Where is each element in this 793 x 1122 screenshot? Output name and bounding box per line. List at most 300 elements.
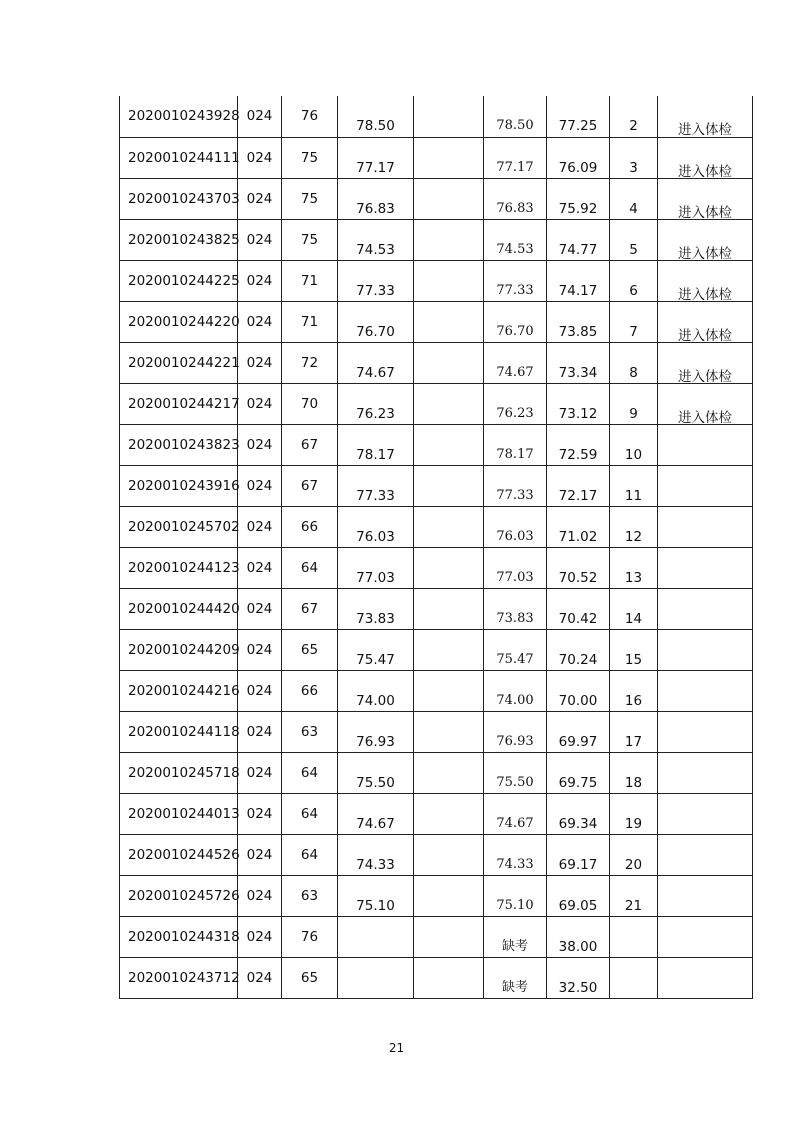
total-score-cell xyxy=(547,383,610,424)
table-row xyxy=(120,178,753,219)
written-score: 70 xyxy=(300,395,319,412)
candidate-id-cell xyxy=(120,219,238,260)
position-code: 024 xyxy=(246,108,273,124)
written-score-cell xyxy=(282,834,338,875)
candidate-id-cell xyxy=(120,629,238,670)
interview-score: 76.70 xyxy=(356,323,395,340)
interview-final-score: 76.93 xyxy=(496,733,534,749)
interview-final-score-cell xyxy=(484,834,547,875)
remark-cell xyxy=(658,957,753,998)
written-score: 75 xyxy=(300,149,319,166)
interview-score: 75.50 xyxy=(356,774,395,791)
position-code: 024 xyxy=(246,887,273,904)
candidate-id-cell xyxy=(120,547,238,588)
blank-cell-cell xyxy=(414,465,484,506)
interview-final-score: 77.33 xyxy=(496,487,534,503)
interview-final-score: 76.83 xyxy=(496,200,534,216)
total-score-cell xyxy=(547,465,610,506)
interview-final-score-cell xyxy=(484,342,547,383)
total-score: 72.17 xyxy=(558,487,598,504)
remark-cell xyxy=(658,96,753,137)
position-code-cell xyxy=(238,342,282,383)
remark-cell xyxy=(658,875,753,916)
total-score-cell xyxy=(547,301,610,342)
interview-score-cell xyxy=(338,465,414,506)
interview-final-score: 76.70 xyxy=(496,323,534,339)
rank-cell xyxy=(610,793,658,834)
written-score-cell xyxy=(282,301,338,342)
written-score-cell xyxy=(282,957,338,998)
interview-score-cell xyxy=(338,670,414,711)
table-body xyxy=(120,96,753,998)
table-row xyxy=(120,629,753,670)
total-score-cell xyxy=(547,137,610,178)
rank-cell xyxy=(610,342,658,383)
interview-score-cell xyxy=(338,383,414,424)
written-score: 71 xyxy=(300,272,319,289)
remark-cell xyxy=(658,301,753,342)
rank-cell xyxy=(610,875,658,916)
rank: 4 xyxy=(629,200,638,217)
position-code: 024 xyxy=(246,518,273,535)
interview-final-score: 74.67 xyxy=(496,364,534,380)
rank: 2 xyxy=(629,118,638,134)
interview-final-score-cell xyxy=(484,178,547,219)
total-score-cell xyxy=(547,219,610,260)
interview-final-score: 77.03 xyxy=(496,569,534,585)
remark-cell xyxy=(658,916,753,957)
remark-cell xyxy=(658,506,753,547)
position-code: 024 xyxy=(246,641,273,658)
written-score: 67 xyxy=(300,436,319,453)
remark-cell xyxy=(658,219,753,260)
interview-final-score-cell xyxy=(484,137,547,178)
blank-cell-cell xyxy=(414,916,484,957)
total-score-cell xyxy=(547,916,610,957)
candidate-id-cell xyxy=(120,875,238,916)
candidate-id-cell xyxy=(120,383,238,424)
table-row xyxy=(120,547,753,588)
written-score-cell xyxy=(282,547,338,588)
total-score: 76.09 xyxy=(558,159,598,176)
rank-cell xyxy=(610,424,658,465)
position-code: 024 xyxy=(246,969,273,986)
total-score-cell xyxy=(547,875,610,916)
position-code-cell xyxy=(238,383,282,424)
written-score-cell xyxy=(282,793,338,834)
table-row xyxy=(120,260,753,301)
written-score: 63 xyxy=(300,723,319,740)
written-score: 72 xyxy=(300,354,319,371)
remark-cell xyxy=(658,752,753,793)
interview-score: 74.67 xyxy=(356,364,395,381)
rank: 16 xyxy=(624,692,643,709)
table-row xyxy=(120,711,753,752)
candidate-id-cell xyxy=(120,96,238,137)
position-code: 024 xyxy=(246,313,273,330)
interview-final-score-cell xyxy=(484,219,547,260)
interview-score-cell xyxy=(338,629,414,670)
table-row xyxy=(120,383,753,424)
interview-score: 76.23 xyxy=(356,405,395,422)
candidate-id-cell xyxy=(120,670,238,711)
rank-cell xyxy=(610,301,658,342)
position-code-cell xyxy=(238,711,282,752)
blank-cell-cell xyxy=(414,547,484,588)
position-code-cell xyxy=(238,957,282,998)
position-code: 024 xyxy=(246,805,273,822)
written-score-cell xyxy=(282,424,338,465)
remark: 进入体检 xyxy=(678,245,732,262)
written-score: 64 xyxy=(300,559,319,576)
rank-cell xyxy=(610,260,658,301)
position-code-cell xyxy=(238,588,282,629)
interview-score-cell xyxy=(338,506,414,547)
remark-cell xyxy=(658,793,753,834)
interview-score: 77.17 xyxy=(356,159,395,176)
remark-cell xyxy=(658,342,753,383)
interview-final-score: 77.33 xyxy=(496,282,534,298)
written-score-cell xyxy=(282,506,338,547)
written-score-cell xyxy=(282,178,338,219)
interview-final-score-cell xyxy=(484,793,547,834)
interview-score-cell xyxy=(338,547,414,588)
interview-final-score-cell xyxy=(484,465,547,506)
table-row xyxy=(120,588,753,629)
candidate-id: 2020010243703 xyxy=(128,190,240,207)
interview-final-score: 缺考 xyxy=(501,938,528,954)
table-row xyxy=(120,219,753,260)
written-score: 71 xyxy=(300,313,319,330)
candidate-id-cell xyxy=(120,752,238,793)
interview-final-score-cell xyxy=(484,752,547,793)
candidate-id: 2020010244225 xyxy=(128,272,240,289)
blank-cell-cell xyxy=(414,670,484,711)
interview-score-cell xyxy=(338,301,414,342)
written-score: 66 xyxy=(300,682,319,699)
interview-final-score: 73.83 xyxy=(496,610,534,626)
rank-cell xyxy=(610,137,658,178)
position-code-cell xyxy=(238,465,282,506)
interview-score: 76.93 xyxy=(356,733,395,750)
total-score-cell xyxy=(547,711,610,752)
position-code: 024 xyxy=(246,723,273,740)
candidate-id: 2020010244221 xyxy=(128,354,240,371)
candidate-id-cell xyxy=(120,342,238,383)
rank-cell xyxy=(610,219,658,260)
written-score: 64 xyxy=(300,764,319,781)
position-code-cell xyxy=(238,178,282,219)
remark-cell xyxy=(658,670,753,711)
total-score: 69.17 xyxy=(558,856,598,873)
written-score: 63 xyxy=(300,887,319,904)
interview-final-score: 75.50 xyxy=(496,774,534,790)
interview-final-score-cell xyxy=(484,670,547,711)
position-code-cell xyxy=(238,793,282,834)
candidate-id-cell xyxy=(120,506,238,547)
interview-score-cell xyxy=(338,342,414,383)
total-score: 73.12 xyxy=(558,405,598,422)
interview-final-score-cell xyxy=(484,711,547,752)
total-score: 75.92 xyxy=(558,200,598,217)
blank-cell-cell xyxy=(414,219,484,260)
written-score-cell xyxy=(282,875,338,916)
rank-cell xyxy=(610,957,658,998)
written-score-cell xyxy=(282,752,338,793)
table-row xyxy=(120,342,753,383)
interview-score-cell xyxy=(338,137,414,178)
candidate-id-cell xyxy=(120,301,238,342)
table-row xyxy=(120,957,753,998)
table-row xyxy=(120,834,753,875)
page-number: 21 xyxy=(388,1041,405,1055)
interview-final-score-cell xyxy=(484,96,547,137)
table-row xyxy=(120,424,753,465)
written-score: 75 xyxy=(300,231,319,248)
position-code: 024 xyxy=(246,928,273,945)
interview-score-cell xyxy=(338,752,414,793)
blank-cell-cell xyxy=(414,96,484,137)
candidate-id-cell xyxy=(120,588,238,629)
interview-score-cell xyxy=(338,834,414,875)
position-code: 024 xyxy=(246,149,273,166)
position-code: 024 xyxy=(246,600,273,617)
interview-score: 77.03 xyxy=(356,569,395,586)
rank: 7 xyxy=(629,323,638,340)
rank-cell xyxy=(610,834,658,875)
total-score-cell xyxy=(547,260,610,301)
interview-final-score: 缺考 xyxy=(501,979,528,995)
remark-cell xyxy=(658,547,753,588)
position-code-cell xyxy=(238,547,282,588)
rank-cell xyxy=(610,96,658,137)
remark-cell xyxy=(658,465,753,506)
rank: 11 xyxy=(624,487,643,504)
total-score: 69.05 xyxy=(558,897,598,914)
written-score: 64 xyxy=(300,846,319,863)
blank-cell-cell xyxy=(414,383,484,424)
rank: 9 xyxy=(629,405,638,422)
position-code: 024 xyxy=(246,477,273,494)
remark: 进入体检 xyxy=(678,409,732,426)
interview-final-score-cell xyxy=(484,916,547,957)
candidate-id: 2020010245718 xyxy=(128,764,240,781)
rank: 6 xyxy=(629,282,638,299)
rank: 10 xyxy=(624,446,643,463)
position-code: 024 xyxy=(246,846,273,863)
total-score-cell xyxy=(547,588,610,629)
total-score-cell xyxy=(547,424,610,465)
written-score-cell xyxy=(282,342,338,383)
remark-cell xyxy=(658,383,753,424)
table-row xyxy=(120,793,753,834)
rank: 13 xyxy=(624,569,643,586)
blank-cell-cell xyxy=(414,301,484,342)
rank: 19 xyxy=(624,815,643,832)
interview-final-score-cell xyxy=(484,547,547,588)
blank-cell-cell xyxy=(414,424,484,465)
position-code-cell xyxy=(238,424,282,465)
position-code: 024 xyxy=(246,559,273,576)
blank-cell-cell xyxy=(414,178,484,219)
candidate-id-cell xyxy=(120,793,238,834)
total-score: 74.17 xyxy=(558,282,598,299)
interview-score-cell xyxy=(338,219,414,260)
remark-cell xyxy=(658,424,753,465)
candidate-id: 2020010244318 xyxy=(128,928,240,945)
blank-cell-cell xyxy=(414,506,484,547)
candidate-id-cell xyxy=(120,137,238,178)
interview-final-score-cell xyxy=(484,506,547,547)
rank-cell xyxy=(610,465,658,506)
remark: 进入体检 xyxy=(678,327,732,344)
candidate-id: 2020010244123 xyxy=(128,559,240,576)
total-score: 70.00 xyxy=(558,692,598,709)
total-score: 73.85 xyxy=(558,323,598,340)
position-code: 024 xyxy=(246,436,273,453)
blank-cell-cell xyxy=(414,137,484,178)
interview-score: 78.17 xyxy=(356,446,395,463)
candidate-id-cell xyxy=(120,424,238,465)
rank-cell xyxy=(610,916,658,957)
written-score: 76 xyxy=(300,928,319,945)
written-score-cell xyxy=(282,670,338,711)
blank-cell-cell xyxy=(414,875,484,916)
blank-cell-cell xyxy=(414,711,484,752)
remark-cell xyxy=(658,260,753,301)
position-code-cell xyxy=(238,219,282,260)
remark: 进入体检 xyxy=(678,122,732,138)
blank-cell-cell xyxy=(414,834,484,875)
blank-cell-cell xyxy=(414,752,484,793)
written-score: 65 xyxy=(300,969,319,986)
total-score-cell xyxy=(547,957,610,998)
interview-final-score-cell xyxy=(484,957,547,998)
position-code: 024 xyxy=(246,272,273,289)
interview-score-cell xyxy=(338,424,414,465)
table-row xyxy=(120,96,753,137)
candidate-id-cell xyxy=(120,834,238,875)
interview-score: 74.53 xyxy=(356,241,395,258)
rank-cell xyxy=(610,752,658,793)
candidate-id-cell xyxy=(120,178,238,219)
interview-final-score-cell xyxy=(484,588,547,629)
interview-score: 74.33 xyxy=(356,856,395,873)
candidate-id: 2020010243916 xyxy=(128,477,240,494)
written-score-cell xyxy=(282,588,338,629)
written-score: 76 xyxy=(300,108,319,124)
blank-cell-cell xyxy=(414,260,484,301)
interview-score: 76.03 xyxy=(356,528,395,545)
interview-final-score-cell xyxy=(484,301,547,342)
position-code-cell xyxy=(238,670,282,711)
candidate-id-cell xyxy=(120,465,238,506)
blank-cell-cell xyxy=(414,342,484,383)
interview-final-score-cell xyxy=(484,260,547,301)
interview-score: 74.67 xyxy=(356,815,395,832)
interview-score-cell xyxy=(338,875,414,916)
interview-score-cell xyxy=(338,96,414,137)
total-score: 71.02 xyxy=(558,528,598,545)
rank: 20 xyxy=(624,856,643,873)
interview-score-cell xyxy=(338,178,414,219)
remark-cell xyxy=(658,137,753,178)
candidate-id-cell xyxy=(120,260,238,301)
blank-cell-cell xyxy=(414,957,484,998)
written-score: 66 xyxy=(300,518,319,535)
candidate-id-cell xyxy=(120,957,238,998)
table-row xyxy=(120,465,753,506)
interview-final-score: 74.53 xyxy=(496,241,534,257)
rank: 5 xyxy=(629,241,638,258)
interview-final-score: 75.47 xyxy=(496,651,534,667)
total-score: 38.00 xyxy=(558,938,598,955)
interview-final-score-cell xyxy=(484,629,547,670)
remark-cell xyxy=(658,711,753,752)
remark-cell xyxy=(658,834,753,875)
candidate-id: 2020010243823 xyxy=(128,436,240,453)
written-score-cell xyxy=(282,137,338,178)
total-score: 69.34 xyxy=(558,815,598,832)
written-score-cell xyxy=(282,219,338,260)
total-score-cell xyxy=(547,629,610,670)
total-score: 72.59 xyxy=(558,446,598,463)
position-code-cell xyxy=(238,629,282,670)
written-score: 67 xyxy=(300,477,319,494)
table-row xyxy=(120,752,753,793)
written-score-cell xyxy=(282,383,338,424)
candidate-id: 2020010244220 xyxy=(128,313,240,330)
written-score-cell xyxy=(282,629,338,670)
remark: 进入体检 xyxy=(678,368,732,385)
candidate-id: 2020010245726 xyxy=(128,887,240,904)
interview-score: 77.33 xyxy=(356,487,395,504)
total-score: 69.75 xyxy=(558,774,598,791)
position-code: 024 xyxy=(246,231,273,248)
interview-score: 74.00 xyxy=(356,692,395,709)
rank-cell xyxy=(610,506,658,547)
total-score-cell xyxy=(547,752,610,793)
position-code-cell xyxy=(238,916,282,957)
written-score: 65 xyxy=(300,641,319,658)
position-code: 024 xyxy=(246,395,273,412)
interview-score-cell xyxy=(338,793,414,834)
total-score: 69.97 xyxy=(558,733,598,750)
position-code: 024 xyxy=(246,190,273,207)
table-row xyxy=(120,301,753,342)
interview-final-score: 74.67 xyxy=(496,815,534,831)
interview-final-score: 74.00 xyxy=(496,692,534,708)
interview-final-score: 78.17 xyxy=(496,446,534,462)
interview-final-score: 77.17 xyxy=(496,159,534,175)
total-score-cell xyxy=(547,506,610,547)
rank: 8 xyxy=(629,364,638,381)
remark-cell xyxy=(658,588,753,629)
rank: 12 xyxy=(624,528,643,545)
table-row xyxy=(120,506,753,547)
written-score: 67 xyxy=(300,600,319,617)
interview-final-score: 75.10 xyxy=(496,897,534,913)
candidate-id: 2020010244420 xyxy=(128,600,240,617)
candidate-id: 2020010243825 xyxy=(128,231,240,248)
candidate-id: 2020010244118 xyxy=(128,723,240,740)
rank: 21 xyxy=(624,897,643,914)
blank-cell-cell xyxy=(414,588,484,629)
table-row xyxy=(120,137,753,178)
table-row xyxy=(120,916,753,957)
interview-score-cell xyxy=(338,957,414,998)
interview-final-score: 74.33 xyxy=(496,856,534,872)
